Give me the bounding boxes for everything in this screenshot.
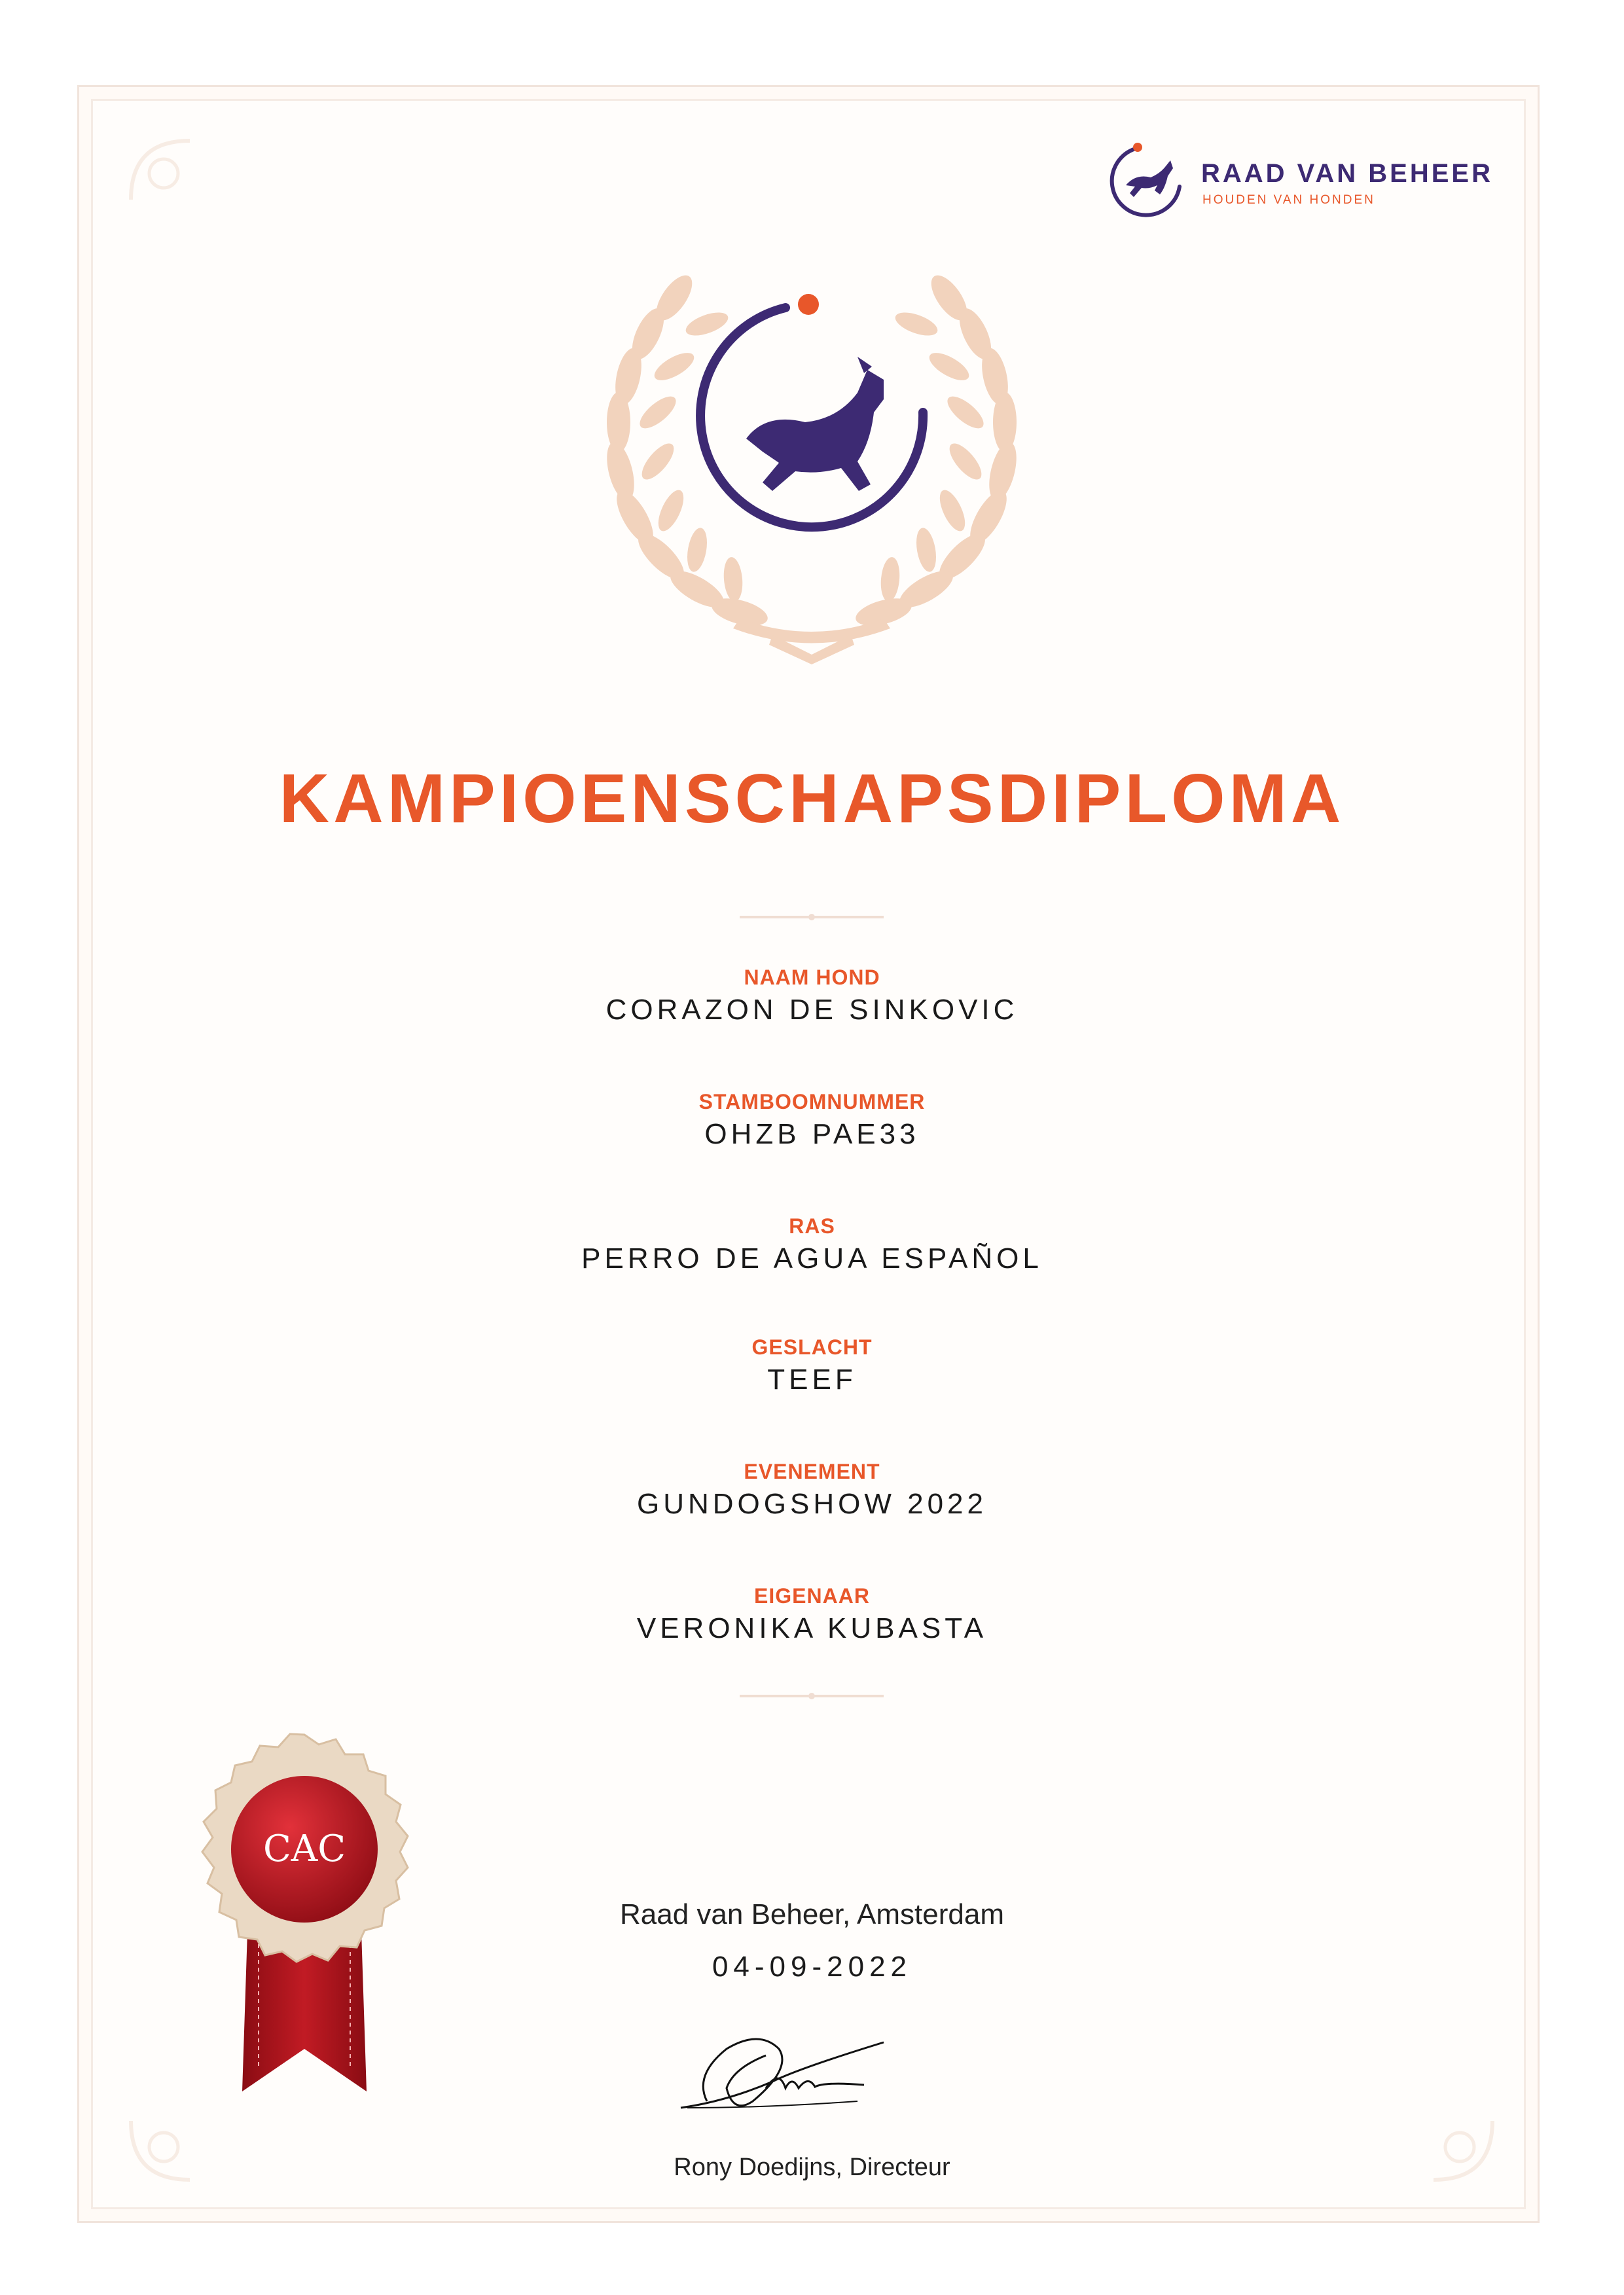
brand-tagline: HOUDEN VAN HONDEN — [1202, 193, 1375, 207]
field-value: OHZB PAE33 — [704, 1118, 920, 1150]
divider-ornament-icon — [733, 913, 890, 921]
field-naam-hond — [0, 966, 1624, 1026]
seal-label: CAC — [262, 1828, 346, 1870]
field-label: NAAM HOND — [744, 966, 880, 989]
dog-logo-icon — [1100, 134, 1191, 226]
brand-logo — [1100, 134, 1506, 232]
field-label: RAS — [789, 1214, 835, 1238]
field-label: GESLACHT — [751, 1335, 873, 1359]
field-value: GUNDOGSHOW 2022 — [637, 1488, 987, 1520]
field-label: STAMBOOMNUMMER — [698, 1090, 926, 1113]
field-value: CORAZON DE SINKOVIC — [605, 994, 1019, 1026]
field-stamboomnummer — [0, 1090, 1624, 1151]
field-geslacht — [0, 1335, 1624, 1396]
field-evenement — [0, 1460, 1624, 1521]
divider-ornament-icon — [733, 1692, 890, 1700]
field-value: PERRO DE AGUA ESPAÑOL — [581, 1242, 1043, 1274]
issuer-place: Raad van Beheer, Amsterdam — [620, 1898, 1004, 1930]
brand-name: RAAD VAN BEHEER — [1201, 159, 1493, 188]
diploma-title: KAMPIOENSCHAPSDIPLOMA — [279, 760, 1345, 837]
corner-ornament-icon — [124, 134, 196, 206]
field-label: EIGENAAR — [754, 1584, 870, 1608]
signer-name: Rony Doedijns, Directeur — [674, 2154, 950, 2181]
field-value: VERONIKA KUBASTA — [636, 1612, 988, 1644]
field-label: EVENEMENT — [744, 1460, 880, 1483]
field-value: TEEF — [767, 1364, 857, 1396]
field-eigenaar — [0, 1584, 1624, 1645]
field-ras — [0, 1214, 1624, 1275]
laurel-emblem — [576, 252, 1047, 678]
signature — [668, 2010, 897, 2121]
issue-date: 04-09-2022 — [712, 1951, 912, 1983]
dog-emblem-icon — [700, 294, 923, 527]
